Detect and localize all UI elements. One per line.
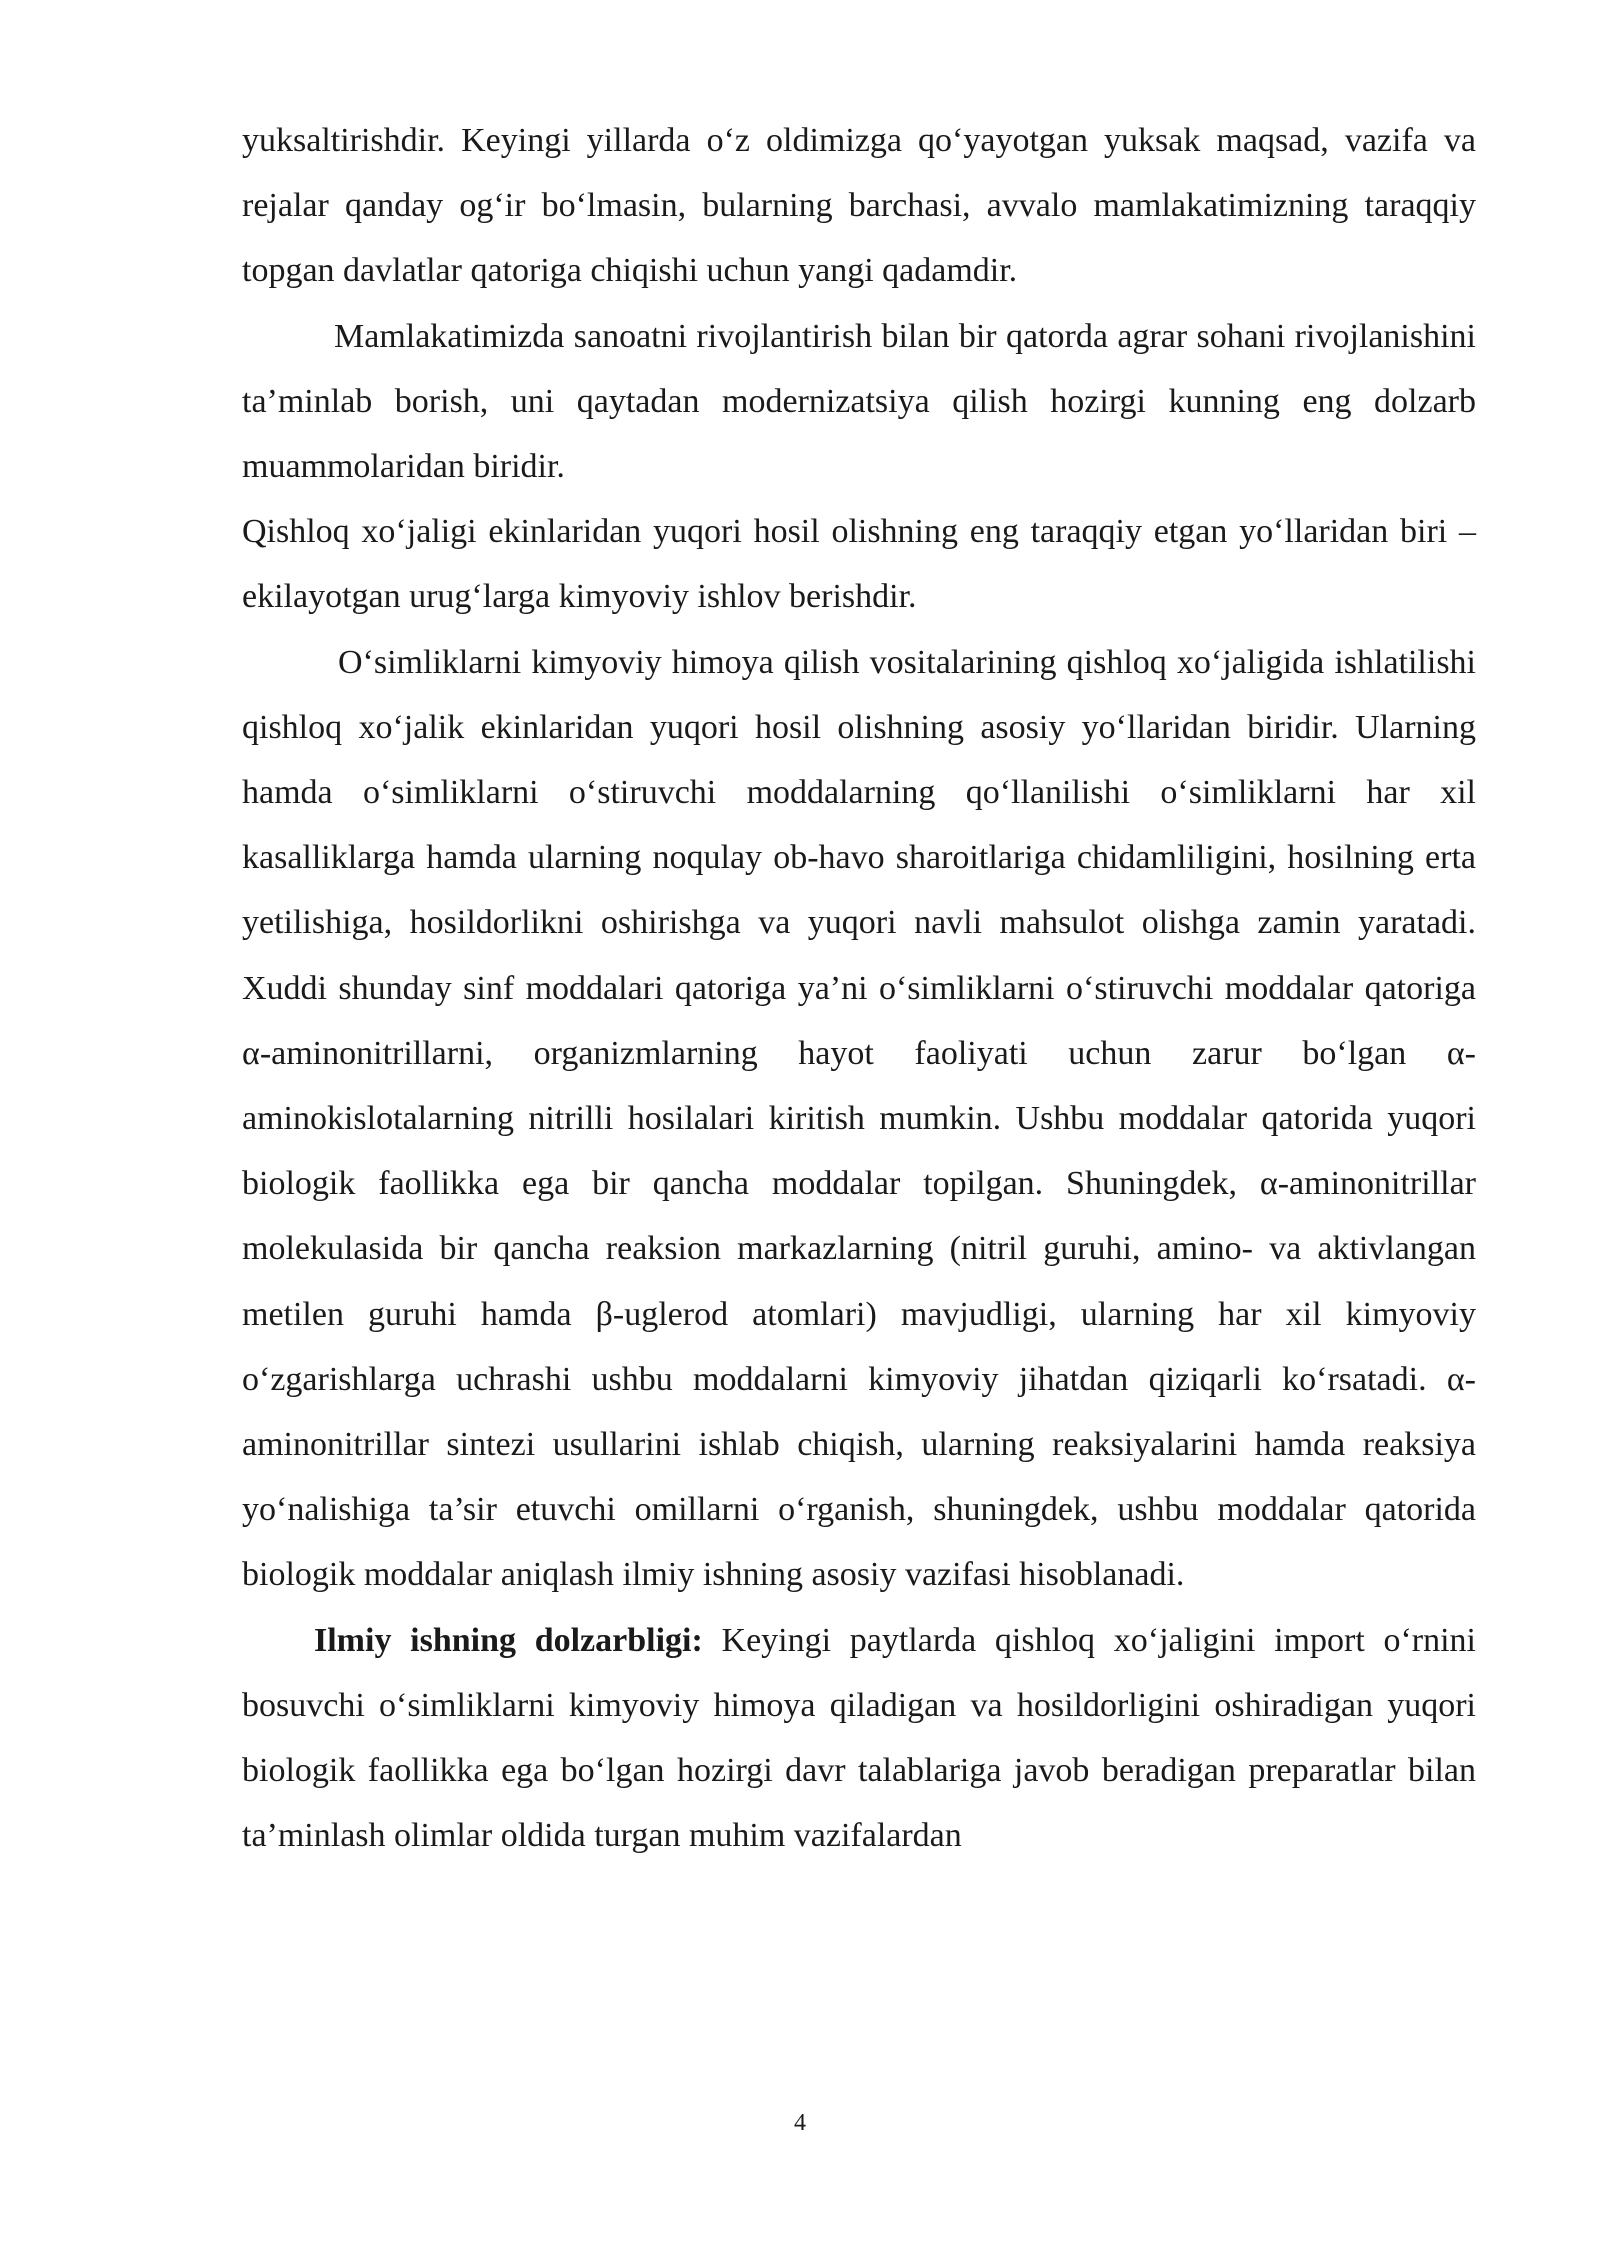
paragraph-kimyoviy-himoya: O‘simliklarni kimyoviy himoya qilish vositalarining qishloq xo‘jaligida ishlatilishi qishloq xo‘jalik ekinlaridan yuqori hosil olishning asosiy yo‘llaridan biridir. Ularning hamda o‘simliklarni o‘stiruvchi moddalarning qo‘llanilishi o‘simliklarni har xil kasalliklarga hamda ularning noqulay ob-havo sharoitlariga chidamliligini, hosilning erta yetilishiga, hosildorlikni oshirishga va yuqori navli mahsulot olishga zamin yaratadi. Xuddi shunday sinf moddalari qatoriga ya’ni o‘simliklarni o‘stiruvchi moddalar qatoriga α-aminonitrillarni, organizmlarning hayot faoliyati uchun zarur bo‘lgan α-aminokislotalarning nitrilli hosilalari kiritish mumkin. Ushbu moddalar qatorida yuqori biologik faollikka ega bir qancha moddalar topilgan. Shuningdek, α-aminonitrillar molekulasida bir qancha reaksion markazlarning (nitril guruhi, amino- va aktivlangan metilen guruhi hamda β-uglerod atomlari) mavjudligi, ularning har xil kimyoviy o‘zgarishlarga uchrashi ushbu moddalarni kimyoviy jihatdan qiziqarli ko‘rsatadi. α-aminonitrillar sintezi usullarini ishlab chiqish, ularning reaksiyalarini hamda reaksiya yo‘nalishiga ta’sir etuvchi omillarni o‘rganish, shuningdek, ushbu moddalar qatorida biologik moddalar aniqlash ilmiy ishning asosiy vazifasi hisoblanadi. xyxy=(242,643,1476,1594)
paragraph-dolzarblik xyxy=(242,1608,1476,1869)
paragraph-continuation: yuksaltirishdir. Keyingi yillarda o‘z oldimizga qo‘yayotgan yuksak maqsad, vazifa va rejalar qanday og‘ir bo‘lmasin, bularning barchasi, avvalo mamlakatimizning taraqqiy topgan davlatlar qatoriga chiqishi uchun yangi qadamdir. xyxy=(242,122,1476,290)
paragraph-dolzarblik-text: Keyingi paytlarda qishloq xo‘jaligini import o‘rnini bosuvchi o‘simliklarni kimyoviy himoya qiladigan va hosildorligini oshiradigan yuqori biologik faollikka ega bo‘lgan hozirgi davr talablariga javob beradigan preparatlar bilan ta’minlash olimlar oldida turgan muhim vazifalardan xyxy=(242,1621,1476,1855)
document-body xyxy=(242,108,1476,1868)
paragraph-agrar-soha: Mamlakatimizda sanoatni rivojlantirish bilan bir qatorda agrar sohani rivojlanishini ta’minlab borish, uni qaytadan modernizatsiya qilish hozirgi kunning eng dolzarb muammolaridan biridir. xyxy=(242,317,1476,486)
paragraph-qishloq-xojaligi: Qishloq xo‘jaligi ekinlaridan yuqori hosil olishning eng taraqqiy etgan yo‘llaridan biri – ekilayotgan urug‘larga kimyoviy ishlov berishdir. xyxy=(242,513,1476,616)
section-heading-dolzarblik: Ilmiy ishning dolzarbligi: xyxy=(314,1621,703,1659)
page-number: 4 xyxy=(794,2110,806,2136)
